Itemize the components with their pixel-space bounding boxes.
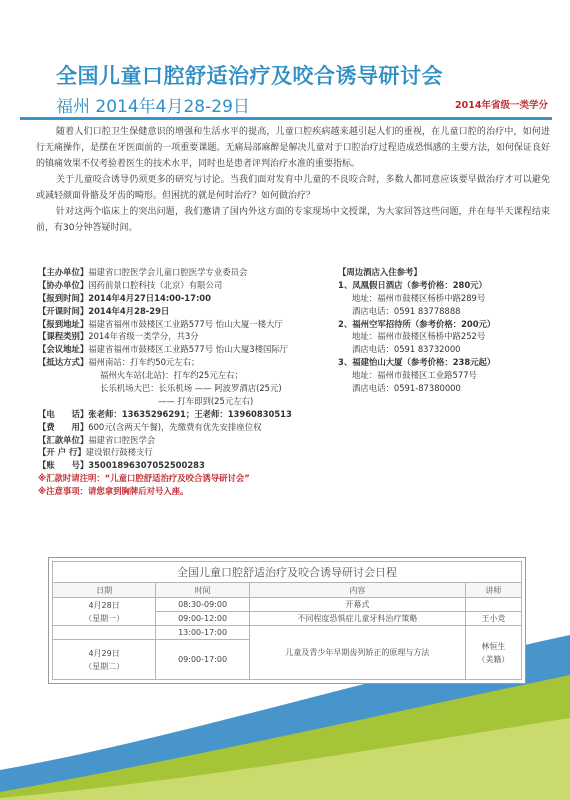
hotel-phone: 酒店电话：0591 83778888 (352, 305, 461, 316)
day1-date: 4月28日 (88, 600, 120, 610)
intro-paragraph-3: 针对这两个临床上的突出问题，我们邀请了国内外这方面的专家现场中文授课，为大家回答这些问题，并在每半天课程结束前，有30分钟答疑时间。 (36, 207, 550, 233)
hotel-name: 3、福建怡山大厦（参考价格：238元起） (338, 357, 496, 368)
info-phone: 【电 话】张老师：13635296291；王老师：13960830513 (38, 408, 292, 419)
hotel-name: 1、凤凰假日酒店（参考价格：280元） (338, 279, 487, 290)
hotel-name: 2、福州空军招待所（参考价格：200元） (338, 318, 496, 329)
column-header-time: 时间 (156, 583, 250, 598)
intro-text (36, 124, 550, 236)
lecturer-name: 林恒生 (481, 641, 506, 651)
page-title: 全国儿童口腔舒适治疗及咬合诱导研讨会 (56, 64, 443, 88)
time-cell: 08:30-09:00 (156, 598, 250, 612)
schedule-table (52, 561, 522, 680)
lecturer-cell (465, 598, 521, 612)
day1-weekday: （星期一） (84, 613, 125, 623)
info-payee: 【汇款单位】福建省口腔医学会 (38, 434, 156, 445)
info-venue: 【会议地址】福建省福州市鼓楼区工业路577号 怡山大厦3楼国际厅 (38, 344, 289, 355)
table-row (53, 626, 522, 640)
info-registration-place: 【报到地址】福建省福州市鼓楼区工业路577号 怡山大厦一楼大厅 (38, 318, 283, 329)
attention-note: ※注意事项：请您拿到胸牌后对号入座。 (38, 486, 189, 497)
info-registration-time: 【报到时间】2014年4月27日14:00-17:00 (38, 292, 211, 303)
content-cell: 不同程度恐惧症儿童牙科治疗策略 (249, 612, 465, 626)
day2-weekday: （星期二） (84, 661, 125, 671)
hotel-phone: 酒店电话：0591-87380000 (352, 383, 461, 394)
day2-cell (53, 640, 156, 680)
intro-paragraph-1: 随着人们口腔卫生保健意识的增强和生活水平的提高，儿童口腔疾病越来越引起人们的重视，在儿童口腔的治疗中，如何进行无痛操作，是摆在牙医面前的一项重要课题。无痛局部麻醉是解决儿童对于口腔治疗过程造成恐惧感的主要方法，如何保证良好的镇痛效果不仅考验着医生的技术水平，同时也是患者评判治疗水准的重要指标。 (36, 127, 550, 169)
payment-note: ※汇款时请注明：“儿童口腔舒适治疗及咬合诱导研讨会” (38, 473, 250, 484)
info-transport-line: —— 打车即到(25元左右) (158, 395, 254, 406)
column-header-lecturer: 讲师 (465, 583, 521, 598)
info-organizer: 【主办单位】福建省口腔医学会儿童口腔医学专业委员会 (38, 267, 248, 277)
header-divider (20, 117, 552, 120)
day2-date: 4月29日 (88, 648, 120, 658)
content-cell: 开幕式 (249, 598, 465, 612)
hotel-address: 地址：福州市鼓楼区工业路577号 (352, 370, 477, 381)
info-transport: 【抵达方式】福州南站：打车约50元左右； (38, 357, 200, 368)
lecturer-note: （美籍） (477, 654, 510, 664)
schedule-caption: 全国儿童口腔舒适治疗及咬合诱导研讨会日程 (53, 562, 522, 583)
column-header-date: 日期 (53, 583, 156, 598)
info-bank: 【开 户 行】建设银行鼓楼支行 (38, 447, 153, 458)
time-cell: 09:00-12:00 (156, 612, 250, 626)
info-transport-line: 福州火车站(北站)：打车约25元左右； (100, 370, 243, 381)
event-info-list (38, 266, 358, 498)
lecturer-cell (465, 626, 521, 680)
info-transport-line: 长乐机场大巴：长乐机场 —— 阿波罗酒店(25元) (100, 383, 282, 394)
intro-paragraph-2: 关于儿童咬合诱导仍须更多的研究与讨论。当我们面对发育中儿童的不良咬合时，多数人都同意应该要早做治疗才可以避免或减轻颜面骨骼及牙齿的畸形。但困扰的就是何时治疗？如何做治疗？ (36, 175, 550, 201)
day1-afternoon-date-cell (53, 626, 156, 640)
info-course-type: 【课程类别】2014年省级一类学分，共3分 (38, 331, 199, 342)
lecturer-cell: 王小竞 (465, 612, 521, 626)
info-class-time: 【开课时间】2014年4月28-29日 (38, 305, 170, 316)
content-cell: 儿童及青少年早期齿列矫正的原理与方法 (249, 626, 465, 680)
hotel-address: 地址：福州市鼓楼区杨桥中路252号 (352, 331, 486, 342)
hotel-phone: 酒店电话：0591 83732000 (352, 344, 461, 355)
hotel-list (338, 266, 558, 395)
table-row (53, 598, 522, 612)
time-cell: 09:00-17:00 (156, 640, 250, 680)
hotel-heading: 【周边酒店入住参考】 (338, 267, 422, 277)
info-account: 【账 号】35001896307052500283 (38, 460, 205, 471)
schedule-table-frame (48, 557, 526, 684)
event-location-date: 福州 2014年4月28-29日 (56, 97, 250, 117)
hotel-address: 地址：福州市鼓楼区杨桥中路289号 (352, 292, 486, 303)
day1-cell (53, 598, 156, 626)
column-header-content: 内容 (249, 583, 465, 598)
info-fee: 【费 用】600元(含两天午餐)，先缴费有优先安排座位权 (38, 421, 262, 432)
credit-badge: 2014年省级一类学分 (455, 100, 548, 111)
time-cell: 13:00-17:00 (156, 626, 250, 640)
info-co-organizer: 【协办单位】国药前景口腔科技（北京）有限公司 (38, 279, 223, 290)
